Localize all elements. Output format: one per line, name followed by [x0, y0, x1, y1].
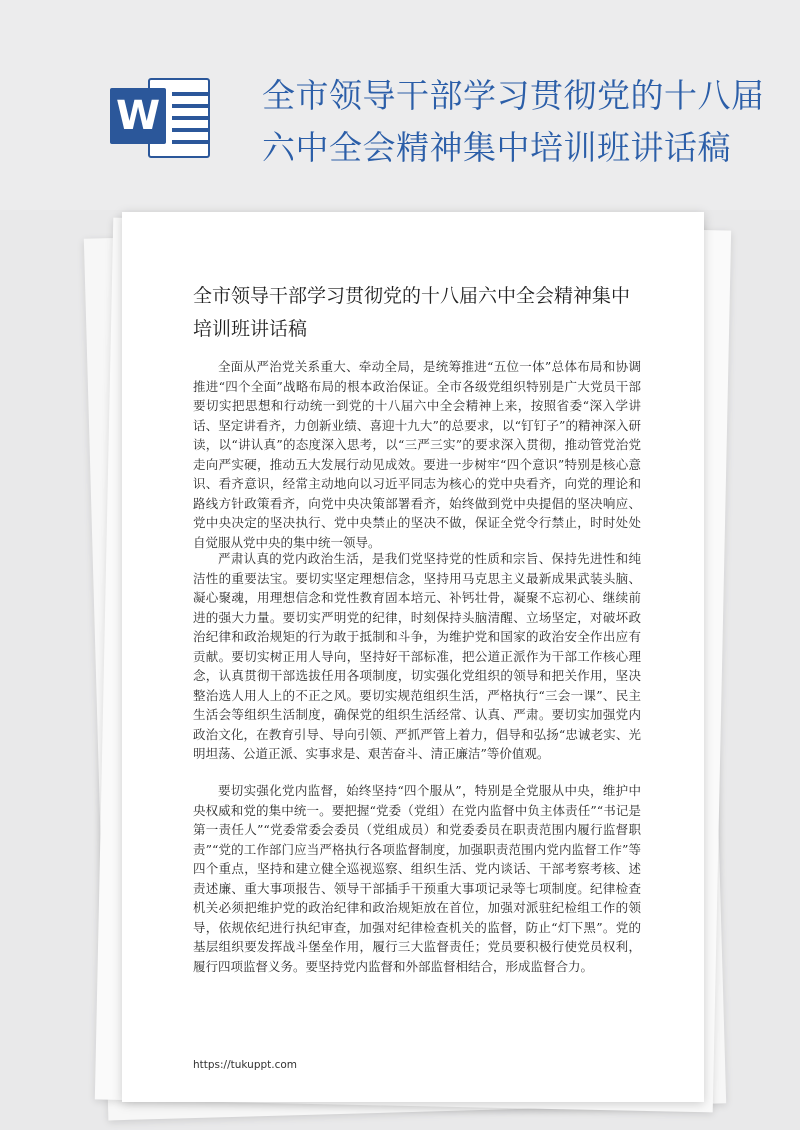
word-line-5	[172, 140, 210, 144]
word-document-icon	[110, 74, 210, 162]
source-url[interactable]: https://tukuppt.com	[193, 1059, 298, 1071]
document-title: 全市领导干部学习贯彻党的十八届六中全会精神集中培训班讲话稿	[193, 285, 631, 340]
word-line-1	[172, 92, 210, 96]
page-title: 全市领导干部学习贯彻党的十八届六中全会精神集中培训班讲话稿	[262, 76, 765, 167]
document-paragraph-1: 全面从严治党关系重大、牵动全局，是统筹推进“五位一体”总体布局和协调推进“四个全面”战略布局的根本政治保证。全市各级党组织特别是广大党员干部要切实把思想和行动统一到党的十八届六中全会精神上来，按照省委“深入学讲话、坚定讲看齐，力创新业绩、喜迎十九大”的总要求，以“钉钉子”的精神深入研读，以“讲认真”的态度深入思考，以“三严三实”的要求深入贯彻，推动管党治党走向严实硬，推动五大发展行动见成效。要进一步树牢“四个意识”特别是核心意识、看齐意识，经常主动地向以习近平同志为核心的党中央看齐，向党的理论和路线方针政策看齐，向党中央决策部署看齐，始终做到党中央提倡的坚决响应、党中央决定的坚决执行、党中央禁止的坚决不做，保证全党令行禁止，时时处处自觉服从党中央的集中统一领导。	[193, 359, 641, 550]
word-line-2	[172, 104, 210, 108]
document-paragraph-3: 要切实强化党内监督，始终坚持“四个服从”，特别是全党服从中央，维护中央权威和党的集中统一。要把握“党委（党组）在党内监督中负主体责任”“书记是第一责任人”“党委常委会委员（党组成员）和党委委员在职责范围内履行监督职责”“党的工作部门应当严格执行各项监督制度，加强职责范围内党内监督工作”等四个重点，坚持和建立健全巡视巡察、组织生活、党内谈话、干部考察考核、述责述廉、重大事项报告、领导干部插手干预重大事项记录等七项制度。纪律检查机关必须把维护党的政治纪律和政治规矩放在首位，加强对派驻纪检组工作的领导，依规依纪进行执纪审查，加强对纪律检查机关的监督，防止“灯下黑”。党的基层组织要发挥战斗堡垒作用，履行三大监督责任；党员要积极行使党员权利，履行四项监督义务。要坚持党内监督和外部监督相结合，形成监督合力。	[193, 783, 641, 974]
document-paragraph-2: 严肃认真的党内政治生活，是我们党坚持党的性质和宗旨、保持先进性和纯洁性的重要法宝。要切实坚定理想信念，坚持用马克思主义最新成果武装头脑、凝心聚魂，用理想信念和党性教育固本培元、补钙壮骨，凝聚不忘初心、继续前进的强大力量。要切实严明党的纪律，时刻保持头脑清醒、立场坚定，对破坏政治纪律和政治规矩的行为敢于抵制和斗争，为维护党和国家的政治安全作出应有贡献。要切实树正用人导向，坚持好干部标准，把公道正派作为干部工作核心理念，认真贯彻干部选拔任用各项制度，切实强化党组织的领导和把关作用，坚决整治选人用人上的不正之风。要切实规范组织生活，严格执行“三会一课”、民主生活会等组织生活制度，确保党的组织生活经常、认真、严肃。要切实加强党内政治文化，在教育引导、导向引领、严抓严管上着力，倡导和弘扬“忠诚老实、光明坦荡、公道正派、实事求是、艰苦奋斗、清正廉洁”等价值观。	[193, 551, 641, 761]
word-line-4	[172, 128, 210, 132]
word-letter: W	[110, 88, 166, 144]
word-line-3	[172, 116, 210, 120]
header-banner	[0, 0, 800, 210]
